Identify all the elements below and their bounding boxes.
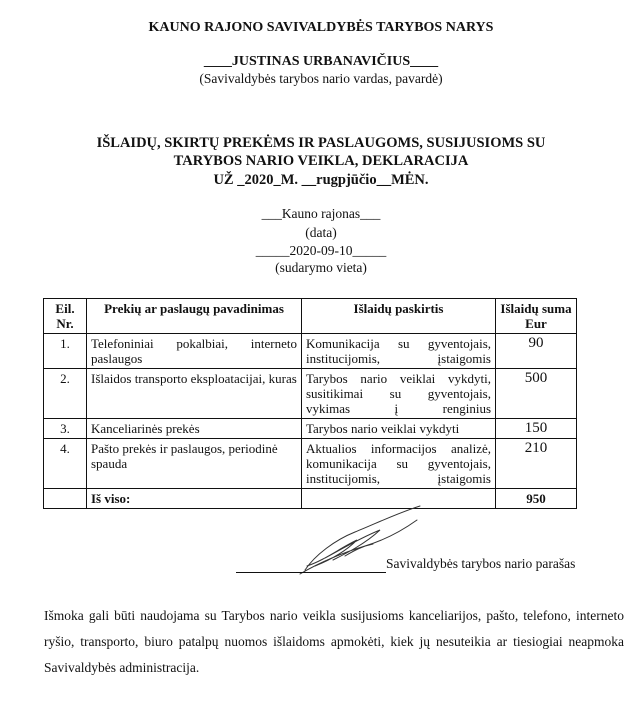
date-caption: (sudarymo vieta)	[275, 260, 367, 275]
total-empty-cell	[44, 489, 87, 509]
place-caption: (data)	[305, 225, 337, 240]
row-name: Telefoniniai pokalbiai, interneto paslaugos	[87, 334, 302, 369]
total-value: 950	[496, 489, 577, 509]
row-amount: 90	[496, 334, 577, 369]
row-amount: 150	[496, 419, 577, 439]
table-header-row	[44, 299, 577, 334]
row-name: Išlaidos transporto eksploatacijai, kuras	[87, 369, 302, 419]
header-name: Prekių ar paslaugų pavadinimas	[87, 299, 302, 334]
table-row	[44, 334, 577, 369]
signature-line	[236, 572, 386, 573]
expenses-table	[43, 298, 577, 509]
council-member-heading: KAUNO RAJONO SAVIVALDYBĖS TARYBOS NARYS	[148, 20, 494, 35]
signature-caption: Savivaldybės tarybos nario parašas	[386, 556, 576, 571]
table-row	[44, 369, 577, 419]
member-name: ____JUSTINAS URBANAVIČIUS____	[203, 54, 439, 69]
row-no: 3.	[44, 419, 87, 439]
row-no: 1.	[44, 334, 87, 369]
row-amount: 210	[496, 439, 577, 489]
header-purpose: Išlaidų paskirtis	[302, 299, 496, 334]
header-amount: Išlaidų suma Eur	[496, 299, 577, 334]
table-row	[44, 419, 577, 439]
member-name-caption: (Savivaldybės tarybos nario vardas, pavardė)	[199, 71, 443, 86]
row-name: Kanceliarinės prekės	[87, 419, 302, 439]
header-no: Eil. Nr.	[44, 299, 87, 334]
total-label: Iš viso:	[87, 489, 302, 509]
row-purpose: Komunikacija su gyventojais, institucijomis, įstaigomis	[302, 334, 496, 369]
declaration-title-line1: IŠLAIDŲ, SKIRTŲ PREKĖMS IR PASLAUGOMS, SUSIJUSIOMS SU	[96, 135, 546, 151]
declaration-title-line2: TARYBOS NARIO VEIKLA, DEKLARACIJA	[173, 153, 469, 169]
table-row	[44, 439, 577, 489]
declaration-period: UŽ _2020_M. __rugpjūčio__MĖN.	[213, 172, 429, 188]
row-name: Pašto prekės ir paslaugos, periodinė spauda	[87, 439, 302, 489]
row-purpose: Tarybos nario veiklai vykdyti, susitikimai su gyventojais, vykimas į renginius	[302, 369, 496, 419]
row-no: 4.	[44, 439, 87, 489]
row-purpose: Tarybos nario veiklai vykdyti	[302, 419, 496, 439]
row-amount: 500	[496, 369, 577, 419]
footnote: Išmoka gali būti naudojama su Tarybos nario veikla susijusioms kanceliarijos, pašto, telefono, interneto ryšio, transporto, biuro patalpų nuomos išlaidoms apmokėti, kiek jų nesuteikia ar tiesiogiai neapmoka Savivaldybės administracija.	[44, 608, 624, 675]
place-value: ___Kauno rajonas___	[261, 206, 381, 221]
row-purpose: Aktualios informacijos analizė, komunikacija su gyventojais, institucijomis, įstaigomis	[302, 439, 496, 489]
row-no: 2.	[44, 369, 87, 419]
date-value: _____2020-09-10_____	[255, 243, 387, 258]
